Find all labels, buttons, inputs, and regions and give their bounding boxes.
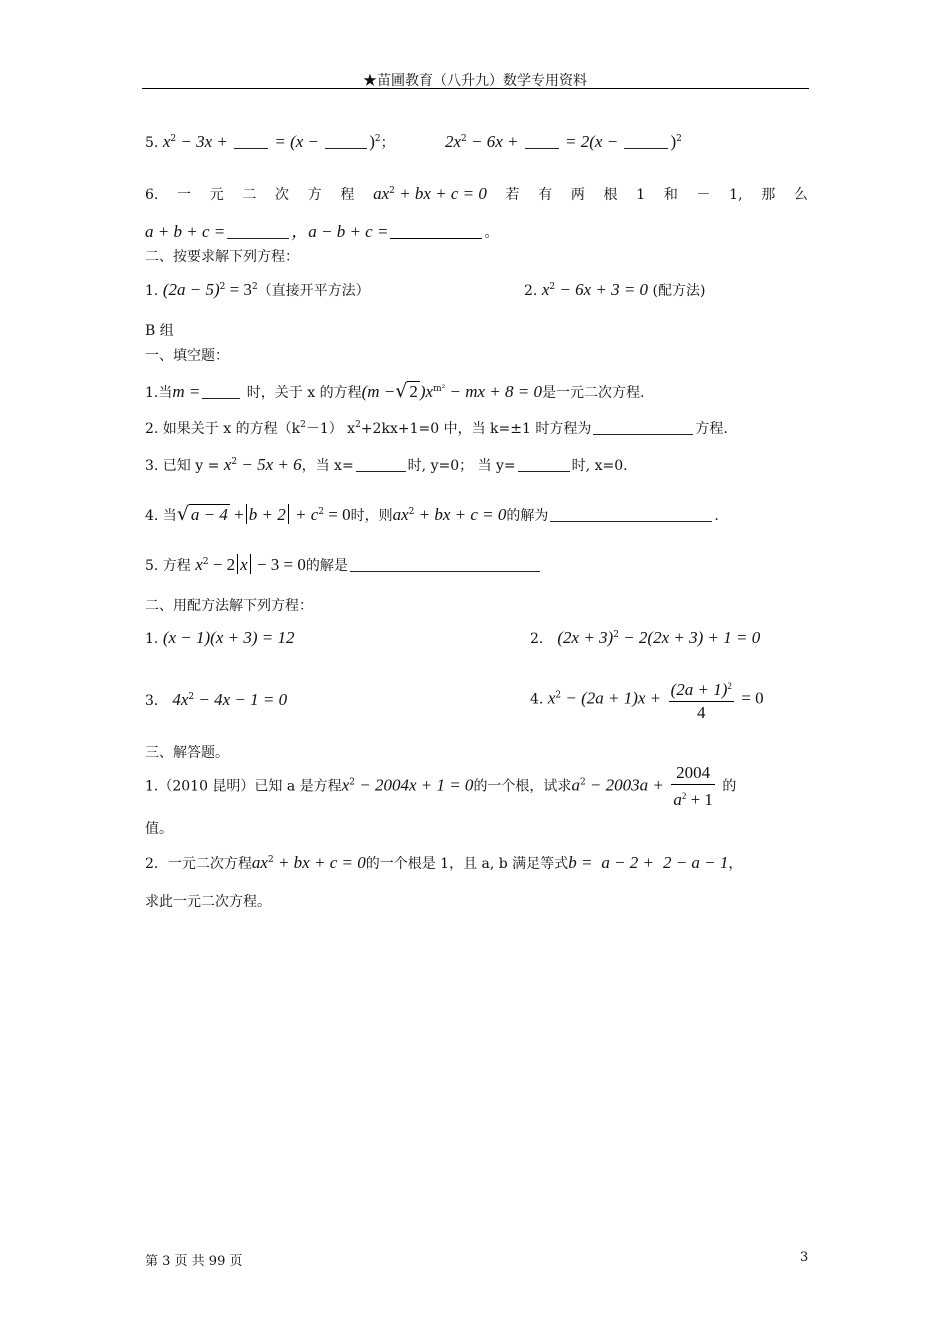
b1q1-blank[interactable] (202, 397, 240, 399)
section-a2-title: 二、按要求解下列方程： (145, 249, 299, 265)
q5-blank-2[interactable] (325, 147, 367, 149)
q5-line-b: $2x^2 - 6x$ + = $2(x - )^2$ (445, 132, 682, 151)
q5-line: 5. $x^2 - 3x$ + = $(x - )^2$； (145, 132, 395, 151)
b2-q1: 1. (x − 1)(x + 3) = 12 (145, 628, 295, 647)
q5-number: 5. (145, 135, 159, 151)
section-b3-title: 三、解答题。 (145, 745, 229, 761)
q5-blank-4[interactable] (624, 147, 668, 149)
q6-blank-2[interactable] (390, 237, 482, 239)
b1-q2: 2. 如果关于 x 的方程$(k^2-1)$ $x^2+2kx+1=0$ 中，当 k=±1 时方程为 方程. (145, 420, 728, 437)
b3-q1: 1.（2010 昆明）已知 a 是方程$x^2 - 2004x + 1 = 0$的一个根，试求$a^2 - 2003a$ + $\frac{2004}{a^2 + 1}$ 的 (145, 763, 737, 809)
q5-blank-3[interactable] (525, 147, 559, 149)
q6-line-2: a + b + c = ，a − b + c = 。 (145, 222, 499, 241)
section-b1-title: 一、填空题： (145, 348, 229, 364)
group-b-title: B 组 (145, 323, 174, 339)
b1-q5: 5. 方程 $x^2 - 2$ x − 3 = 0的解是 (145, 554, 542, 575)
b2-q3: 3． $4x^2 - 4x - 1 = 0$ (145, 690, 288, 709)
b3-q2-line-2: 求此一元二次方程。 (145, 894, 271, 910)
b1q4-blank[interactable] (550, 520, 712, 522)
b1-q4: 4. 当√ $a - 4 + b + 2 + c^2 = 0$时，则$ax^2$ + bx + c = 0的解为 . (145, 503, 719, 525)
b3-q1-line-2: 值。 (145, 821, 173, 837)
b1q5-blank[interactable] (350, 570, 540, 572)
b2-q2: 2． $(2x + 3)^2 - 2(2x + 3) + 1 = 0$ (530, 628, 761, 647)
b1-q1: 1.当m = 时，关于 x 的方程(m −√ 2 )$x^{m^2}$ − mx + 8 = 0是一元二次方程. (145, 380, 645, 402)
header-rule (142, 88, 809, 89)
section-b2-title: 二、用配方法解下列方程： (145, 598, 313, 614)
b2q4-fraction: $\frac{(2a + 1)^2}{4}$ (669, 675, 734, 724)
q6-line-1: 6. 一 元 二 次 方 程 $ax^2$ + bx + c = 0 若 有 两 根 1 和 － 1, 那 么 (145, 184, 808, 203)
page-header: ★苗圃教育（八升九）数学专用资料 (363, 73, 587, 89)
b1-q3: 3. 已知 $y = x^2 - 5x + 6$，当 x= 时, y=0； 当 y= 时, x=0. (145, 455, 628, 474)
b1q3-blank-2[interactable] (518, 470, 570, 472)
q6-blank-1[interactable] (227, 237, 289, 239)
footer-page-number: 3 (800, 1250, 809, 1265)
b3q1-fraction: $\frac{2004}{a^2 + 1}$ (673, 763, 713, 809)
a2-q1: 1. $(2a - 5)^2 = 3^2$（直接开平方法） (145, 280, 370, 299)
footer-page-info: 第 3 页 共 99 页 (145, 1254, 243, 1269)
b2-q4: 4. $x^2 - (2a + 1)x$ + $\frac{(2a + 1)^2}{4}$ = 0 (530, 675, 764, 724)
b3-q2: 2．一元二次方程$ax^2$ + bx + c = 0的一个根是 1，且 a, b 满足等式b = a − 2 + 2 − a − 1， (145, 853, 743, 872)
q5-blank-1[interactable] (234, 147, 268, 149)
a2-q2: 2. $x^2 - 6x + 3 = 0$ (配方法) (524, 280, 706, 299)
b1q3-blank-1[interactable] (356, 470, 406, 472)
b1q2-blank[interactable] (593, 433, 693, 435)
